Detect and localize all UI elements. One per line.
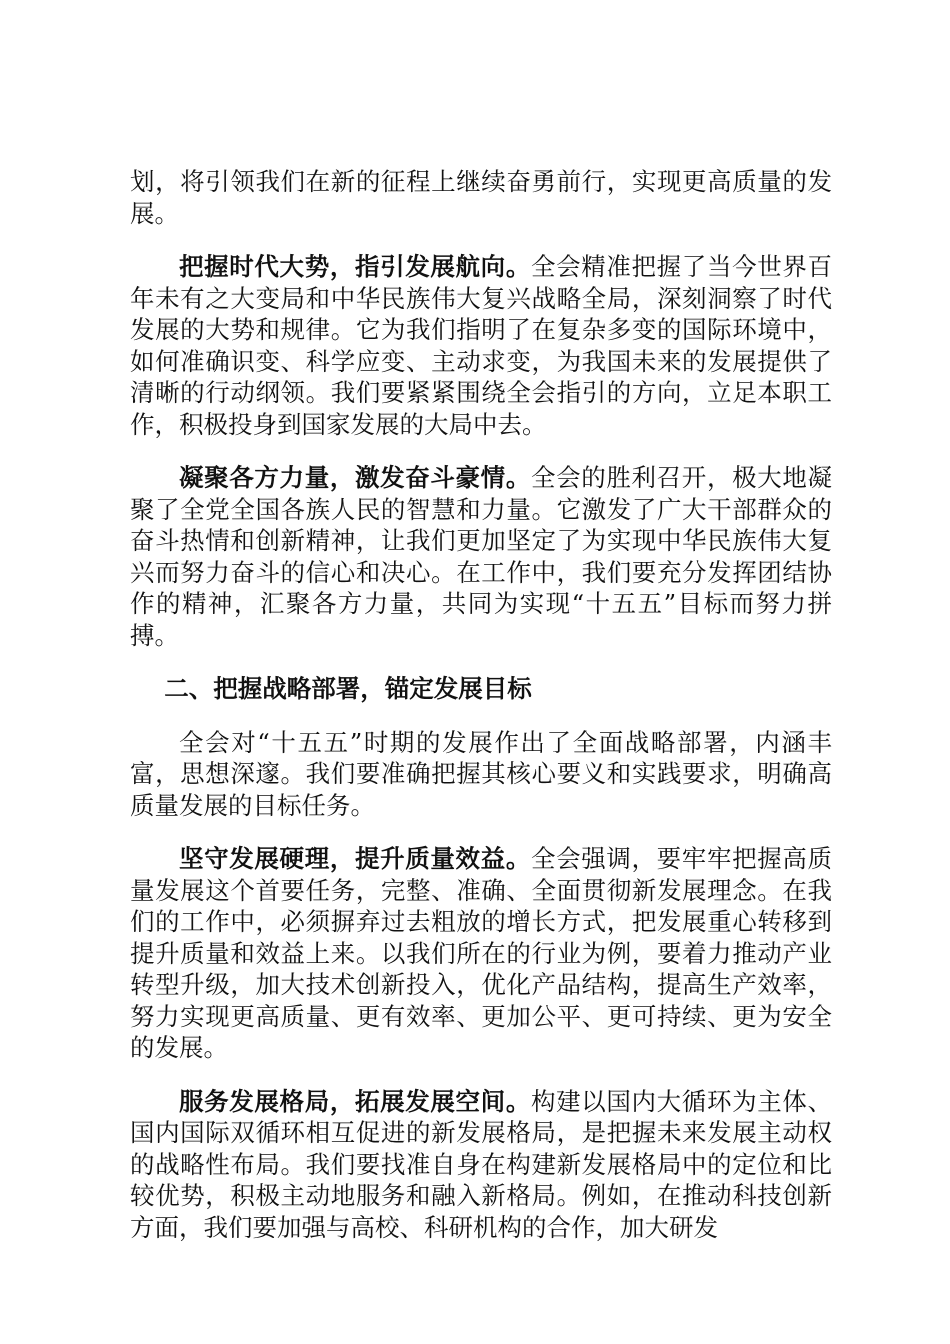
paragraph-grasp-trend bbox=[130, 251, 832, 440]
paragraph-lead: 服务发展格局，拓展发展空间。 bbox=[179, 1086, 531, 1116]
paragraph-text: 全会强调，要牢牢把握高质量发展这个首要任务，完整、准确、全面贯彻新发展理念。在我们的工作中，必须摒弃过去粗放的增长方式，把发展重心转移到提升质量和效益上来。以我们所在的行业为例，要着力推动产业转型升级，加大技术创新投入，优化产品结构，提高生产效率，努力实现更高质量、更有效率、更加公平、更可持续、更为安全的发展。 bbox=[130, 844, 833, 1062]
paragraph-strategic-deployment bbox=[130, 727, 832, 822]
paragraph-lead: 把握时代大势，指引发展航向。 bbox=[179, 252, 531, 281]
paragraph-lead: 凝聚各方力量，激发奋斗豪情。 bbox=[179, 463, 531, 492]
document-page bbox=[130, 166, 832, 1265]
paragraph-text: 全会对“十五五”时期的发展作出了全面战略部署，内涵丰富，思想深邃。我们要准确把握其核心要义和实践要求，明确高质量发展的目标任务。 bbox=[130, 727, 832, 820]
paragraph-text: 划，将引领我们在新的征程上继续奋勇前行，实现更高质量的发展。 bbox=[130, 167, 832, 228]
paragraph-development-pattern bbox=[130, 1086, 832, 1244]
paragraph-gather-forces bbox=[130, 462, 832, 651]
paragraph-quality-efficiency bbox=[130, 843, 832, 1064]
paragraph-text: 全会的胜利召开，极大地凝聚了全党全国各族人民的智慧和力量。它激发了广大干部群众的奋斗热情和创新精神，让我们更加坚定了为实现中华民族伟大复兴而努力奋斗的信心和决心。在工作中，我们要充分发挥团结协作的精神，汇聚各方力量，共同为实现“十五五”目标而努力拼搏。 bbox=[130, 463, 833, 650]
paragraph-text: 构建以国内大循环为主体、国内国际双循环相互促进的新发展格局，是把握未来发展主动权的战略性布局。我们要找准自身在构建新发展格局中的定位和比较优势，积极主动地服务和融入新格局。例如，在推动科技创新方面，我们要加强与高校、科研机构的合作，加大研发 bbox=[130, 1086, 833, 1242]
paragraph-text: 全会精准把握了当今世界百年未有之大变局和中华民族伟大复兴战略全局，深刻洞察了时代发展的大势和规律。它为我们指明了在复杂多变的国际环境中，如何准确识变、科学应变、主动求变，为我国未来的发展提供了清晰的行动纲领。我们要紧紧围绕全会指引的方向，立足本职工作，积极投身到国家发展的大局中去。 bbox=[130, 252, 833, 439]
paragraph-lead: 坚守发展硬理，提升质量效益。 bbox=[179, 844, 531, 873]
paragraph-continuation bbox=[130, 166, 832, 229]
section-heading-2: 二、把握战略部署，锚定发展目标 bbox=[164, 674, 532, 703]
